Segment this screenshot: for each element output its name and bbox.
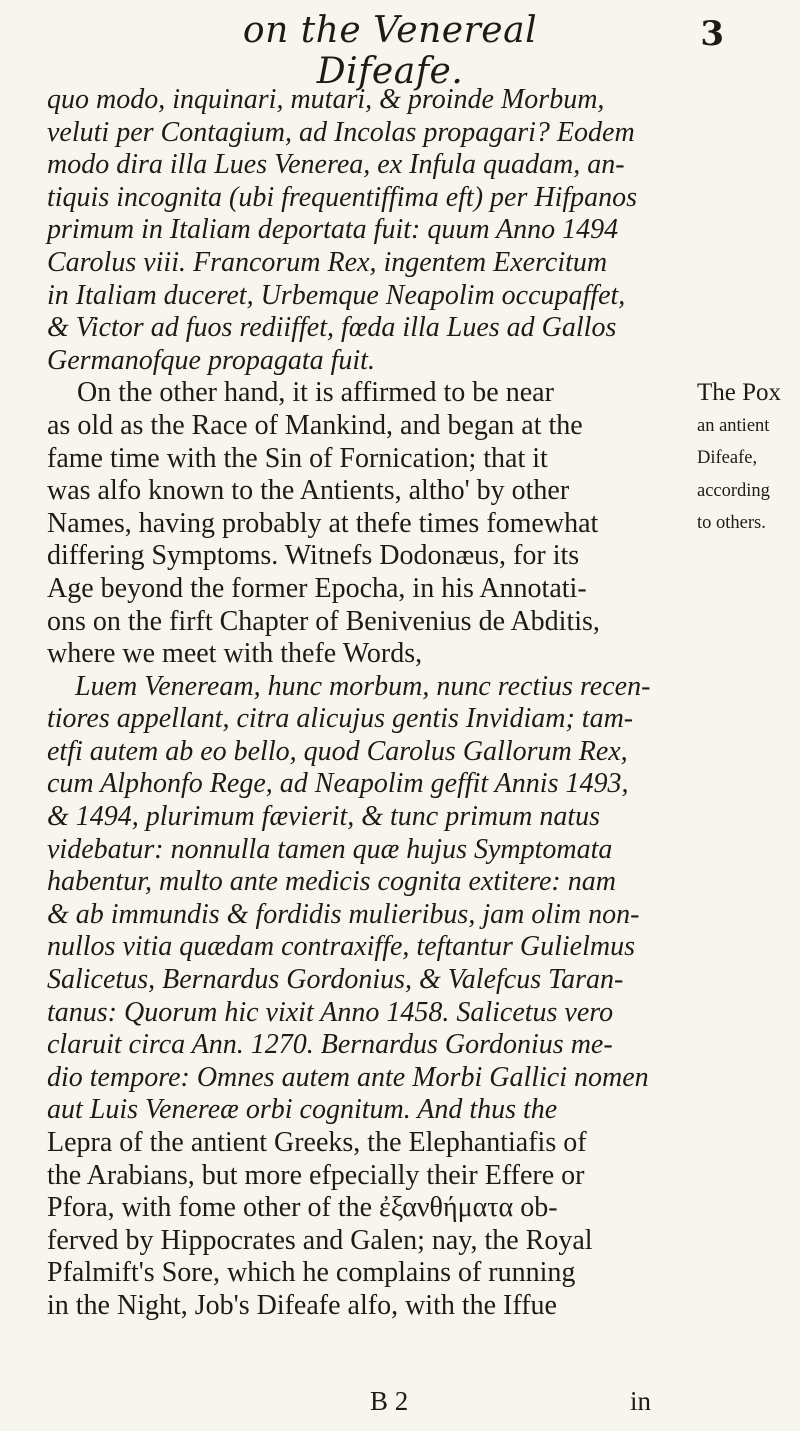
text-line-content: tanus: Quorum hic vixit Anno 1458. Salicetus vero — [47, 996, 614, 1028]
text-line-content: & Victor ad fuos rediiffet, fœda illa Lues ad Gallos — [47, 312, 617, 344]
body-text — [47, 84, 697, 1323]
margin-note-line: an antient — [697, 415, 770, 436]
text-line-content: claruit circa Ann. 1270. Bernardus Gordonius me- — [47, 1029, 613, 1061]
text-line — [47, 866, 697, 899]
text-line — [47, 1225, 697, 1258]
text-line-content: Age beyond the former Epocha, in his Annotati- — [47, 572, 587, 604]
text-line — [47, 703, 697, 736]
margin-note-line: to others. — [697, 513, 766, 534]
text-line — [47, 280, 697, 313]
catchword: in — [630, 1386, 652, 1416]
text-line-content: tiquis incognita (ubi frequentiffima eft) per Hifpanos — [47, 181, 638, 213]
text-line-content: ferved by Hippocrates and Galen; nay, the Royal — [47, 1224, 593, 1256]
text-line — [47, 214, 697, 247]
text-line — [47, 410, 697, 443]
margin-note — [697, 377, 797, 540]
text-line-content: modo dira illa Lues Venerea, ex Infula quadam, an- — [47, 149, 625, 181]
text-line — [47, 540, 697, 573]
text-line-content: where we meet with thefe Words, — [47, 638, 423, 670]
text-line-content: & 1494, plurimum fævierit, & tunc primum natus — [47, 801, 600, 833]
text-line — [47, 1192, 697, 1225]
text-line — [47, 1290, 697, 1323]
text-line — [47, 312, 697, 345]
page-number: 3 — [700, 14, 724, 54]
text-line — [47, 1257, 697, 1290]
text-line-content: etfi autem ab eo bello, quod Carolus Gallorum Rex, — [47, 735, 628, 767]
text-line-content: aut Luis Venereæ orbi cognitum. And thus the — [47, 1094, 558, 1126]
text-line-content: as old as the Race of Mankind, and began at the — [47, 409, 583, 441]
margin-note-line: according — [697, 480, 770, 501]
text-line-content: cum Alphonfo Rege, ad Neapolim geffit Annis 1493, — [47, 768, 629, 800]
running-title: on the Venereal Difeafe. — [242, 10, 538, 92]
text-line-content: veluti per Contagium, ad Incolas propagari? Eodem — [47, 116, 635, 148]
text-line — [47, 84, 697, 117]
running-head — [0, 10, 800, 92]
margin-note-line: Difeafe, — [697, 448, 758, 469]
text-line-content: habentur, multo ante medicis cognita extitere: nam — [47, 866, 616, 898]
text-line — [47, 377, 697, 410]
text-line — [47, 1062, 697, 1095]
text-line-content: the Arabians, but more efpecially their Effere or — [47, 1159, 585, 1191]
text-line — [47, 964, 697, 997]
text-line-content: Salicetus, Bernardus Gordonius, & Valefcus Taran- — [47, 964, 624, 996]
text-line-content: ons on the firft Chapter of Benivenius de Abditis, — [47, 605, 600, 637]
text-line — [47, 997, 697, 1030]
text-line — [47, 736, 697, 769]
text-line — [47, 638, 697, 671]
text-line-content: Germanofque propagata fuit. — [47, 344, 375, 376]
text-line-content: Pfalmift's Sore, which he complains of running — [47, 1257, 576, 1289]
text-line — [47, 573, 697, 606]
text-line-content: Lepra of the antient Greeks, the Elephantiafis of — [47, 1127, 587, 1158]
page-footer — [0, 1386, 800, 1420]
text-line — [47, 834, 697, 867]
text-line-content: primum in Italiam deportata fuit: quum Anno 1494 — [47, 214, 619, 246]
text-line — [47, 149, 697, 182]
text-line-content: differing Symptoms. Witnefs Dodonæus, for its — [47, 540, 580, 572]
text-line — [47, 931, 697, 964]
margin-note-line: The Pox — [697, 379, 782, 406]
text-line — [47, 443, 697, 476]
text-line — [47, 768, 697, 801]
text-line — [47, 345, 697, 378]
text-line-content: Carolus viii. Francorum Rex, ingentem Exercitum — [47, 246, 608, 278]
text-line-content: Luem Veneream, hunc morbum, nunc rectius recen- — [75, 670, 651, 702]
text-line — [47, 117, 697, 150]
text-line — [47, 671, 697, 704]
text-line-content: tiores appellant, citra alicujus gentis Invidiam; tam- — [47, 703, 634, 735]
text-line — [47, 606, 697, 639]
text-line-content: in Italiam duceret, Urbemque Neapolim occupaffet, — [47, 279, 626, 311]
text-line-content: in the Night, Job's Difeafe alfo, with the Iffue — [47, 1289, 557, 1321]
signature-mark: B 2 — [370, 1386, 409, 1416]
text-line — [47, 1160, 697, 1193]
text-line-content: nullos vitia quædam contraxiffe, teftantur Gulielmus — [47, 931, 635, 963]
text-line — [47, 801, 697, 834]
text-line-content: Names, having probably at thefe times fomewhat — [47, 507, 599, 539]
text-line-content: On the other hand, it is affirmed to be near — [77, 377, 554, 409]
text-line — [47, 899, 697, 932]
text-line-content: dio tempore: Omnes autem ante Morbi Gallici nomen — [47, 1061, 649, 1093]
text-line-content: was alfo known to the Antients, altho' by other — [47, 475, 570, 507]
text-line-content: quo modo, inquinari, mutari, & proinde Morbum, — [47, 84, 605, 115]
text-line-content: & ab immundis & fordidis mulieribus, jam olim non- — [47, 898, 640, 930]
text-line — [47, 508, 697, 541]
text-line — [47, 1094, 697, 1127]
text-line-content: Pfora, with fome other of the ἐξανθήματα ob- — [47, 1192, 558, 1224]
text-line — [47, 1029, 697, 1062]
text-line — [47, 1127, 697, 1160]
text-line-content: videbatur: nonnulla tamen quæ hujus Symptomata — [47, 833, 613, 865]
text-line — [47, 475, 697, 508]
text-line — [47, 182, 697, 215]
text-line-content: fame time with the Sin of Fornication; that it — [47, 442, 548, 474]
text-line — [47, 247, 697, 280]
